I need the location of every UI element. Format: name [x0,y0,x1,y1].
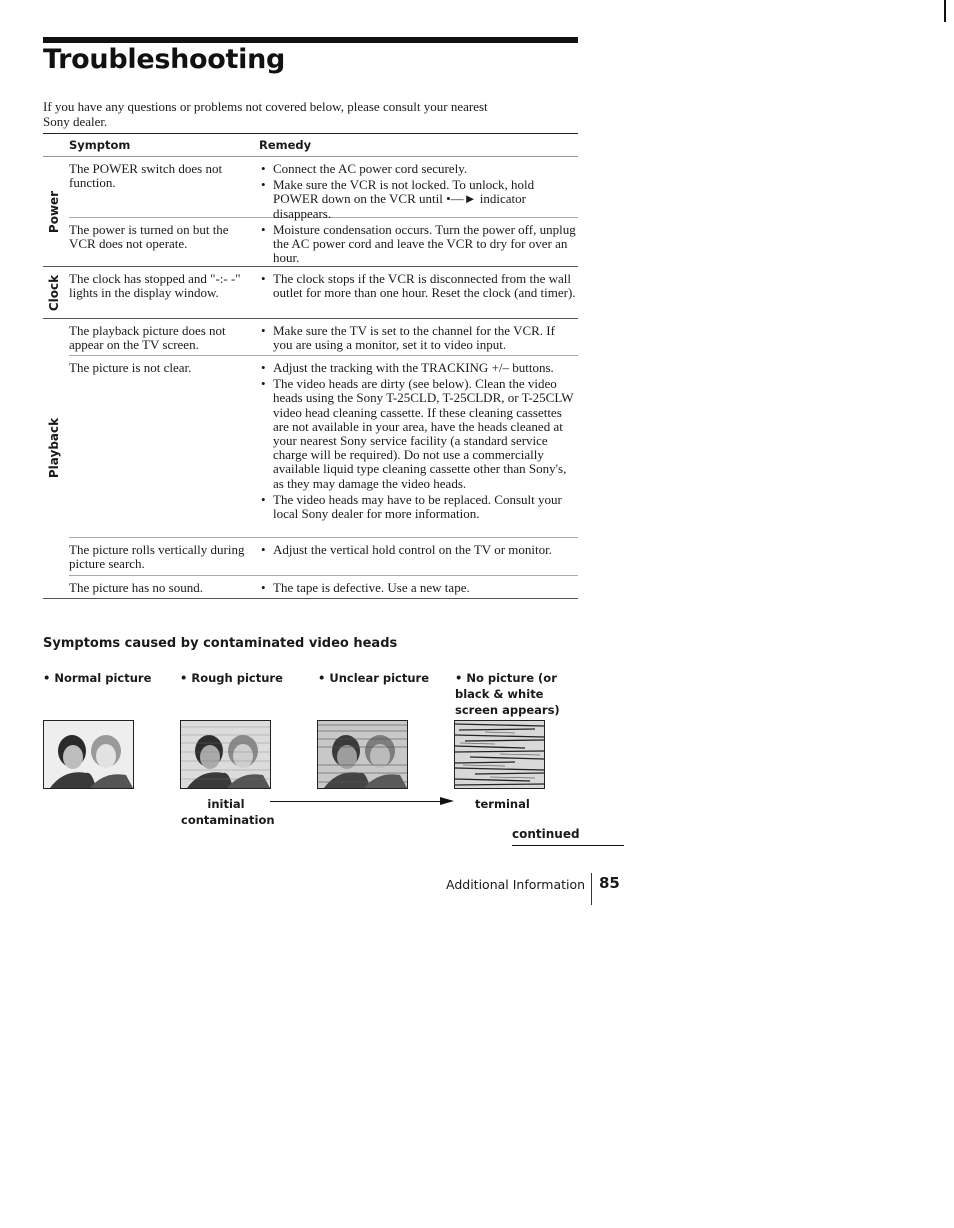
symptom-cell: The picture rolls vertically during picture search. [69,542,245,572]
section-label: Clock [47,274,62,311]
remedy-cell [259,356,577,537]
remedy-item: • Adjust the tracking with the TRACKING +/– buttons. [259,361,577,375]
section-label: Power [47,190,61,233]
page-edge-mark [944,0,946,22]
remedy-item: • Connect the AC power cord securely. [259,162,577,176]
caption-no-picture: • No picture (or black & white screen appears) [455,671,560,717]
remedy-item: • The clock stops if the VCR is disconnected from the wall outlet for more than one hour. Reset the clock (and timer). [259,272,577,300]
terminal-label: terminal [475,797,530,811]
continued-label: continued [512,827,580,841]
table-row [69,319,578,356]
footer-section-name: Additional Information [446,877,586,892]
footer-separator [591,873,592,905]
section-playback [43,319,578,599]
symptom-cell: The playback picture does not appear on the TV screen. [69,323,226,353]
unclear-picture-image [317,720,408,789]
symptom-cell: The picture has no sound. [69,580,203,595]
caption-unclear: • Unclear picture [318,671,430,685]
remedy-item: • Make sure the TV is set to the channel for the VCR. If you are using a monitor, set it to video input. [259,324,577,352]
contamination-heading: Symptoms caused by contaminated video heads [43,636,398,651]
initial-contamination-label: initial contamination [181,797,275,827]
table-row [69,157,578,221]
table-row [69,267,578,318]
table-row [69,218,578,266]
rough-picture-image [180,720,271,789]
remedy-item: • Adjust the vertical hold control on the TV or monitor. [259,543,577,557]
page-title: Troubleshooting [43,44,286,75]
table-row [69,538,578,576]
symptom-cell: The picture is not clear. [69,360,192,375]
symptom-cell: The clock has stopped and "-:- -" lights in the display window. [69,271,241,301]
symptom-header: Symptom [69,138,131,152]
section-power [43,157,578,267]
section-clock [43,267,578,319]
arrow-head-icon [440,797,454,805]
symptom-cell: The POWER switch does not function. [69,161,223,191]
remedy-item: • Make sure the VCR is not locked. To unlock, hold POWER down on the VCR until •—► indicator disappears. [259,178,577,221]
remedy-cell [259,157,577,221]
remedy-item: • The video heads may have to be replaced. Consult your local Sony dealer for more information. [259,493,577,521]
troubleshooting-table [43,133,578,599]
caption-rough: • Rough picture [180,671,283,685]
symptom-cell: The power is turned on but the VCR does not operate. [69,222,229,252]
normal-picture-image [43,720,134,789]
table-row [69,576,578,598]
table-header [43,133,578,157]
continued-rule [512,845,624,846]
section-label: Playback [47,417,61,478]
remedy-cell [259,576,577,598]
remedy-item: • The tape is defective. Use a new tape. [259,581,577,595]
remedy-item: • The video heads are dirty (see below). Clean the video heads using the Sony T-25CLD, T-25CLDR, or T-25CLW video head cleaning cassette. If these cleaning cassettes are not available in your area, have the heads cleaned at your nearest Sony service facility (a standard service charge will be required). Do not use a commercially available liquid type cleaning cassette other than Sony's, as they may damage the video heads. [259,377,577,491]
remedy-header: Remedy [259,138,312,152]
page-number: 85 [599,874,620,892]
title-rule [43,37,578,43]
no-picture-image [454,720,545,789]
caption-normal: • Normal picture [43,671,152,685]
remedy-item: • Moisture condensation occurs. Turn the power off, unplug the AC power cord and leave the VCR to dry for over an hour. [259,223,577,266]
intro-paragraph: If you have any questions or problems not covered below, please consult your nearest Sony dealer. [43,99,488,129]
remedy-cell [259,218,577,266]
remedy-cell [259,267,577,318]
table-row [69,356,578,538]
remedy-cell [259,538,577,575]
progression-arrow-line [270,801,442,802]
remedy-cell [259,319,577,355]
